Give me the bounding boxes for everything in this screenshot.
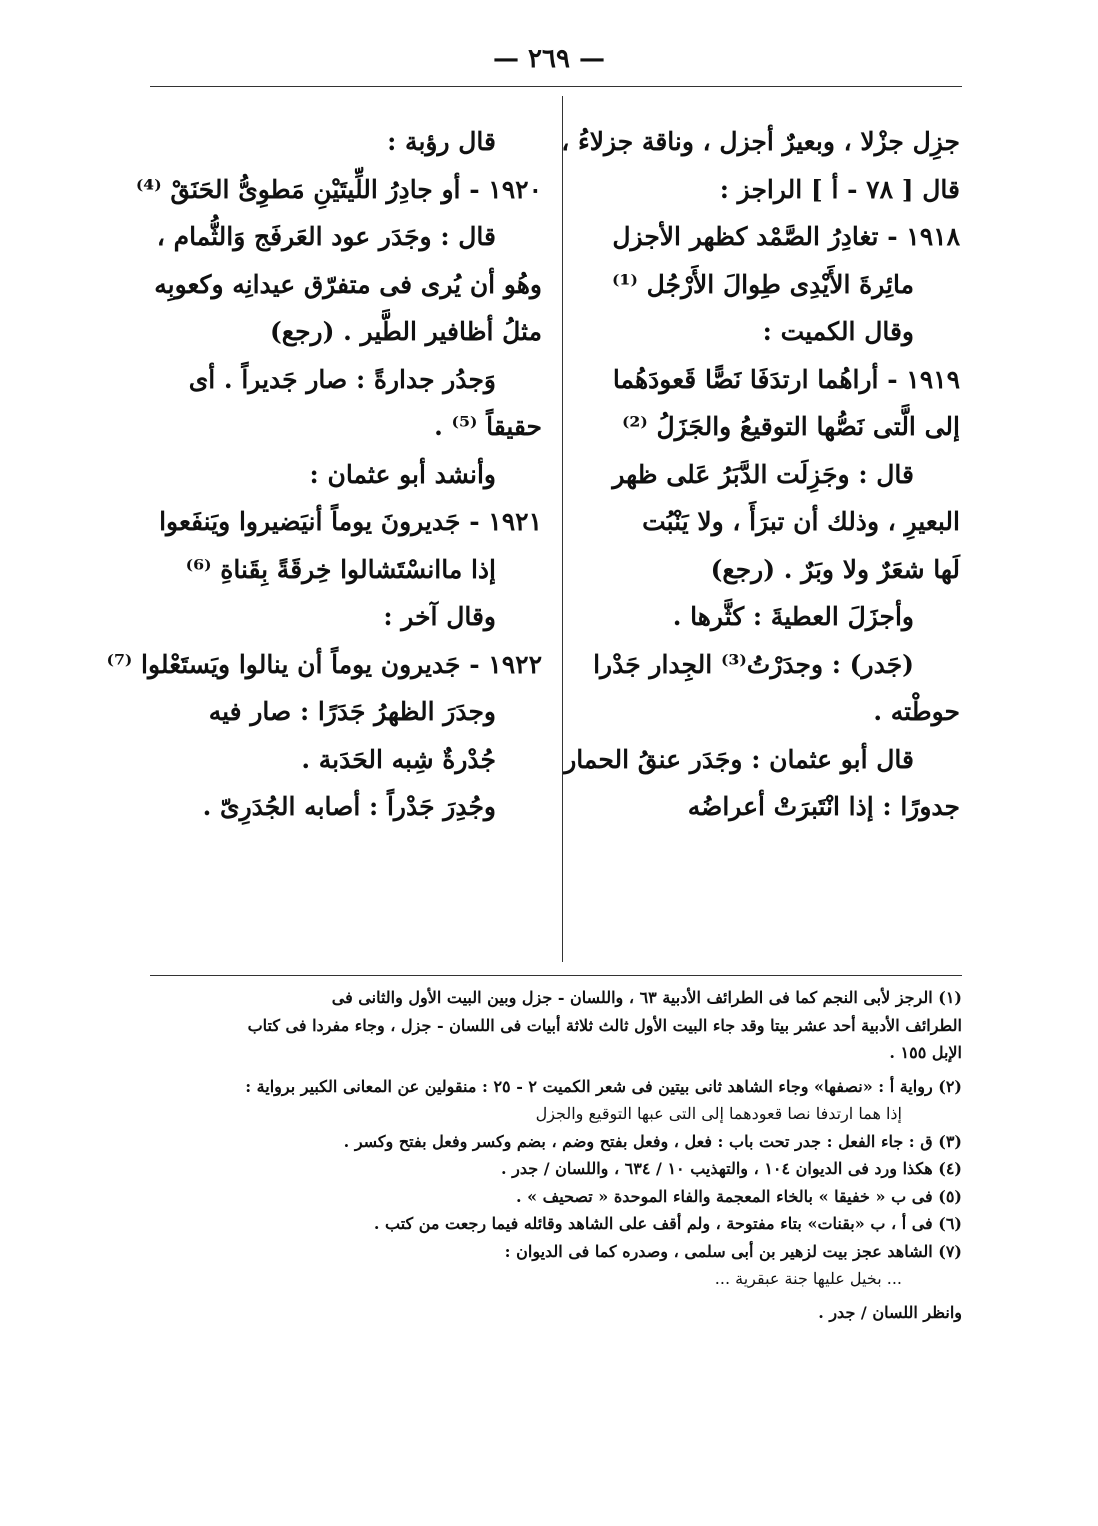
column-divider: [562, 96, 563, 962]
text-line: جدورًا : إذا انْتَبرَتْ أعراضُه: [687, 792, 960, 821]
text-line: إلى الَّتى نَصُّها التوقيعُ والجَزَلُ ⁽²⁾: [621, 412, 960, 441]
right-column: [561, 118, 960, 968]
text-line: قال [ ٧٨ - أ ] الراجز :: [719, 174, 960, 204]
text-line: قال أبو عثمان : وجَدَر عنقُ الحمار: [564, 744, 914, 774]
footnote-line: إذا هما ارتدفا نصا قعودهما إلى التى عبها التوقيع والجزل: [535, 1104, 902, 1123]
text-line: وأجزَلَ العطيةَ : كثَّرها .: [672, 602, 914, 631]
text-line: وقال الكميت :: [762, 317, 914, 346]
footnote-line: (٤) هكذا ورد فى الديوان ١٠٤ ، والتهذيب ١٠ / ٦٣٤ ، واللسان / جدر .: [500, 1159, 962, 1178]
footnote-line: (١) الرجز لأبى النجم كما فى الطرائف الأدبية ٦٣ ، واللسان - جزل وبين البيت الأول والثانى فى: [331, 988, 962, 1007]
text-line: وهُو أن يُرى فى متفرّق عيدانِه وكعوبِه: [154, 269, 542, 299]
text-line: إذا ماانسْتَشالوا خِرقَةً بِقَناةِ ⁽⁶⁾: [185, 554, 496, 584]
header-rule: [150, 86, 962, 87]
text-line: وأنشد أبو عثمان :: [309, 459, 496, 489]
footnote-line: (٧) الشاهد عجز بيت لزهير بن أبى سلمى ، وصدره كما فى الديوان :: [504, 1241, 962, 1261]
page-number: — ٢٦٩ —: [492, 44, 606, 74]
text-line: جُدْرةٌ شِبه الحَدَبة .: [301, 744, 496, 774]
footnote-line: الطرائف الأدبية أحد عشر بيتا وقد جاء البيت الأول ثالث ثلاثة أبيات فى اللسان - جزل ، وجاء مفردا فى كتاب: [247, 1015, 962, 1035]
text-line: (جَدر) : وجدَرْتُ⁽³⁾ الجِدار جَدْرا: [593, 649, 914, 679]
text-line: قال : وجَزِلَت الدَّبَرُ عَلى ظهر: [612, 459, 914, 489]
left-column: [106, 118, 542, 968]
text-line: ١٩٢١ - جَديرونَ يوماً أنيَضيروا ويَنفَعوا: [159, 507, 542, 536]
footnote-line: ... بخيل عليها جنة عبقرية ...: [714, 1269, 902, 1288]
text-line: قال : وجَدَر عود العَرفَج وَالثُّمام ،: [156, 222, 496, 251]
text-line: قال رؤبة :: [387, 127, 496, 156]
text-line: وَجدُر جدارةً : صار جَديراً . أى: [188, 364, 496, 394]
text-line: ١٩٢٠ - أو جادِرُ اللِّيتَيْنِ مَطوِىُّ الحَنَقْ ⁽⁴⁾: [135, 174, 542, 204]
text-line: لَها شعَرٌ ولا وبَرٌ . (رجع): [710, 554, 960, 584]
text-line: البعيرِ ، وذلك أن تبرَأَ ، ولا يَنْبُت: [642, 507, 960, 536]
footnote-line: (٦) فى أ ، ب «بقنات» بتاء مفتوحة ، ولم أقف على الشاهد وقائله فيما رجعت من كتب .: [373, 1214, 962, 1233]
text-line: حوطْته .: [873, 697, 960, 726]
text-line: ١٩١٩ - أراهُما ارتدَفَا نَصًّا قَعودَهُما: [612, 364, 960, 394]
footnote-line: الإبل ١٥٥ .: [889, 1043, 962, 1062]
text-line: وجُدِرَ جَدْراً : أصابه الجُدَرِىّ .: [202, 792, 496, 821]
text-line: حقيقاً ⁽⁵⁾ .: [434, 412, 542, 441]
text-line: مائِرةَ الأَيْدِى طِوالَ الأَرْجُل ⁽¹⁾: [612, 269, 914, 299]
footnote-line: (٢) رواية أ : «نصفها» وجاء الشاهد ثانى بيتين فى شعر الكميت ٢ - ٢٥ : منقولين عن المعانى الكبير برواية :: [245, 1076, 962, 1096]
text-line: جزِل جزْلا ، وبعيرٌ أجزل ، وناقة جزلاءُ ،: [561, 127, 960, 156]
text-line: مثلُ أظافير الطَّير . (رجع): [269, 317, 542, 346]
footnote-line: (٣) ق : جاء الفعل : جدر تحت باب : فعل ، وفعل بفتح وضم ، بضم وكسر وفعل بفتح وكسر .: [343, 1131, 962, 1151]
footnote-rule: [150, 975, 962, 976]
footnotes: [150, 984, 962, 1326]
text-line: وقال آخر :: [383, 602, 496, 631]
text-line: وجدَرَ الظهرُ جَدَرًا : صار فيه: [208, 697, 496, 726]
text-line: ١٩٢٢ - جَديرون يوماً أن ينالوا ويَستَعْلوا ⁽⁷⁾: [106, 649, 542, 679]
text-line: ١٩١٨ - تغادِرُ الصَّمْد كظهر الأجزل: [612, 222, 960, 251]
footnote-line: وانظر اللسان / جدر .: [818, 1302, 962, 1322]
footnote-line: (٥) فى ب « خفيقا » بالخاء المعجمة والفاء الموحدة « تصحيف » .: [515, 1186, 962, 1206]
